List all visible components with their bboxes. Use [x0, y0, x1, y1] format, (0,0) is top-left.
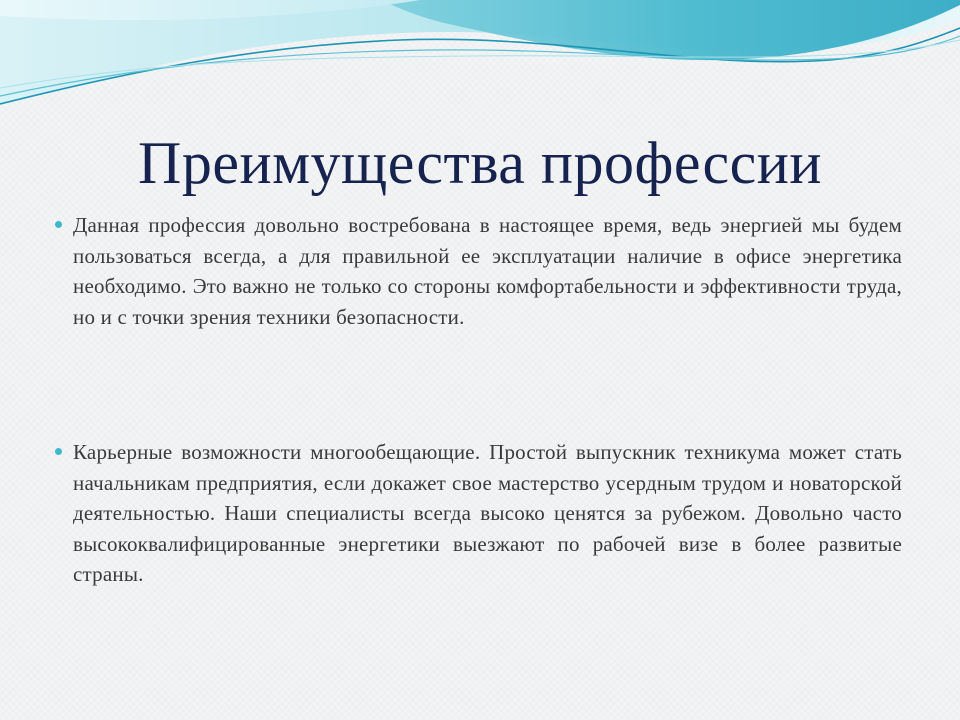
bullet-dot-icon	[55, 221, 62, 228]
bullet-item	[55, 437, 902, 590]
slide-title: Преимущества профессии	[138, 130, 822, 196]
bullet-text: Карьерные возможности многообещающие. Простой выпускник техникума может стать начальникам предприятия, если докажет свое мастерство усердным трудом и новаторской деятельностью. Наши специалисты всегда высоко ценятся за рубежом. Довольно часто высококвалифицированные энергетики выезжают по рабочей визе в более развитые страны.	[73, 440, 902, 587]
wave-decoration	[0, 0, 960, 120]
bullet-item	[55, 210, 902, 332]
bullet-dot-icon	[55, 448, 62, 455]
bullet-text: Данная профессия довольно востребована в настоящее время, ведь энергией мы будем пользоваться всегда, а для правильной ее эксплуатации наличие в офисе энергетика необходимо. Это важно не только со стороны комфортабельности и эффективности труда, но и с точки зрения техники безопасности.	[73, 213, 902, 329]
